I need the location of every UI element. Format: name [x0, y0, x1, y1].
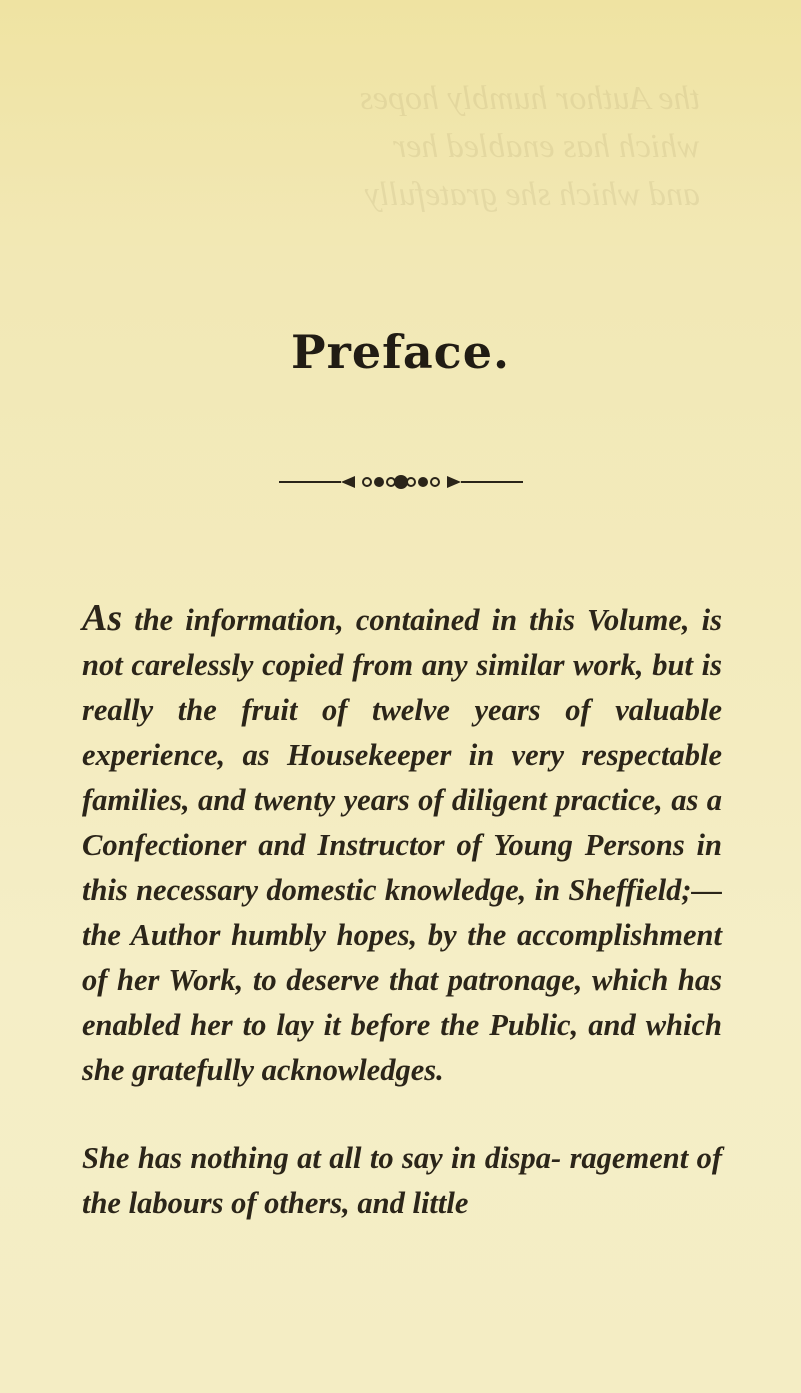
- preface-body: [82, 596, 722, 1220]
- divider-ornament-icon: [271, 470, 531, 494]
- page-title: Preface.: [291, 325, 510, 379]
- paragraph-initial: As: [82, 597, 123, 639]
- paragraph-2: [82, 1136, 722, 1226]
- paragraph-text: the information, contained in this Volume, is not carelessly copied from any similar work, but is really the fruit of twelve years of valuable experience, as Housekeeper in very respectable families, and twenty years of diligent practice, as a Confectioner and Instructor of Young Persons in this necessary domestic knowledge, in Sheffield;—the Author humbly hopes, by the accomplishment of her Work, to deserve that patronage, which has enabled her to lay it before the Public, and which she gratefully acknowledges.: [82, 603, 722, 1087]
- bleed-through-text: the Author humbly hopes which has enabled her and which she gratefully: [359, 80, 700, 213]
- ornamental-divider: [0, 470, 801, 494]
- paragraph-text: She has nothing at all to say in dispa- ragement of the labours of others, and little: [82, 1141, 722, 1220]
- paragraph-1: [82, 596, 722, 1093]
